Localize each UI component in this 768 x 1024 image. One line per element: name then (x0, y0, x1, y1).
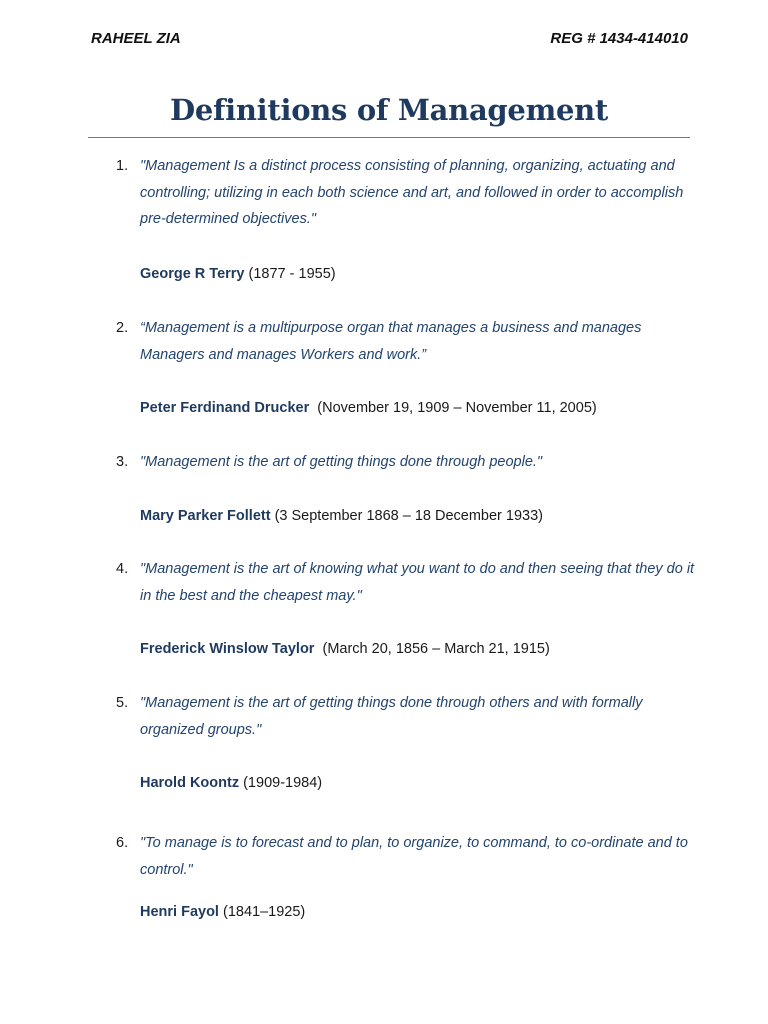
author-name: Peter Ferdinand Drucker (140, 400, 310, 416)
definition-quote: "Management Is a distinct process consisting of planning, organizing, actuating and controlling; utilizing in each both science and art, and followed in order to accomplish pre-determined objectives." (140, 158, 684, 227)
definition-quote: "Management is the art of knowing what you want to do and then seeing that they do it in the best and the cheapest may." (140, 561, 695, 604)
definition-author (140, 266, 336, 282)
definition-author (140, 508, 543, 524)
author-dates: (1909-1984) (239, 775, 323, 791)
definition-quote: "Management is the art of getting things done through people." (140, 454, 543, 470)
author-name: Frederick Winslow Taylor (140, 641, 315, 657)
definition-author (140, 904, 305, 920)
definition-number: 3. (116, 454, 129, 470)
definition-author (140, 641, 550, 657)
author-name: Mary Parker Follett (140, 508, 271, 524)
definition-quote: “Management is a multipurpose organ that manages a business and manages Managers and manages Workers and work.” (140, 320, 642, 363)
definition-author (140, 400, 597, 416)
definition-quote: "Management is the art of getting things done through others and with formally organized groups." (140, 695, 643, 738)
author-dates: (1877 - 1955) (244, 266, 336, 282)
header-author-name: RAHEEL ZIA (91, 30, 181, 47)
definition-number: 1. (116, 158, 129, 174)
title-underline (88, 137, 690, 138)
definition-number: 6. (116, 835, 129, 851)
author-name: Harold Koontz (140, 775, 240, 791)
author-name: Henri Fayol (140, 904, 219, 920)
author-dates: (3 September 1868 – 18 December 1933) (270, 508, 544, 524)
definition-author (140, 775, 322, 791)
definition-number: 4. (116, 561, 129, 577)
page-title: Definitions of Management (170, 93, 608, 127)
header-registration-number: REG # 1434-414010 (550, 30, 688, 47)
definition-number: 5. (116, 695, 129, 711)
definition-quote: "To manage is to forecast and to plan, to organize, to command, to co-ordinate and to control." (140, 835, 688, 878)
author-dates: (March 20, 1856 – March 21, 1915) (314, 641, 550, 657)
author-dates: (November 19, 1909 – November 11, 2005) (309, 400, 597, 416)
definition-number: 2. (116, 320, 129, 336)
author-name: George R Terry (140, 266, 245, 282)
author-dates: (1841–1925) (218, 904, 306, 920)
